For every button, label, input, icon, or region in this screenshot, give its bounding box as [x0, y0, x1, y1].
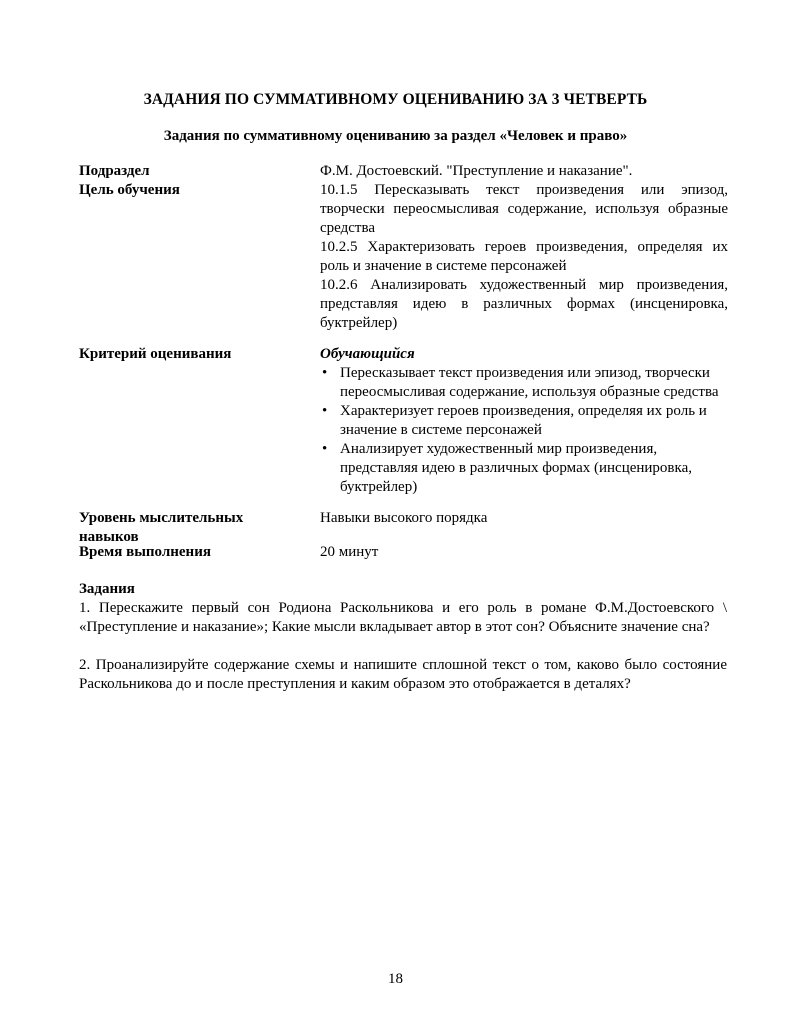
criteria-item-text: Характеризует героев произведения, определяя их роль и значение в системе персонажей [340, 403, 707, 438]
subsection-label: Подраздел [79, 163, 150, 179]
time-value: 20 минут [320, 544, 379, 560]
task-1: 1. Перескажите первый сон Родиона Раскольникова и его роль в романе Ф.М.Достоевского \ «Преступление и наказание»; Какие мысли вкладывает автор в этот сон? Объясните значение сна? [79, 600, 727, 635]
task-2: 2. Проанализируйте содержание схемы и напишите сплошной текст о том, каково было состояние Раскольникова до и после преступления и каким образом это отображается в деталях? [79, 657, 727, 692]
goal-item: 10.2.6 Анализировать художественный мир произведения, представляя идею в различных формах (инсценировка, буктрейлер) [320, 277, 728, 331]
criteria-item-text: Анализирует художественный мир произведения, представляя идею в различных формах (инсценировка, буктрейлер) [340, 441, 692, 495]
thinking-level-value: Навыки высокого порядка [320, 510, 488, 526]
goal-list [320, 181, 728, 333]
page-number: 18 [388, 971, 403, 987]
tasks-section [79, 580, 727, 694]
criteria-item [320, 440, 728, 497]
section-subtitle: Задания по суммативному оцениванию за раздел «Человек и право» [163, 128, 628, 144]
subsection-value: Ф.М. Достоевский. "Преступление и наказание". [320, 163, 633, 179]
criteria-item-text: Пересказывает текст произведения или эпизод, творчески переосмысливая содержание, используя образные средства [340, 365, 719, 400]
criteria-block [320, 345, 728, 497]
thinking-level-label [79, 509, 243, 547]
goal-item: 10.1.5 Пересказывать текст произведения или эпизод, творчески переосмысливая содержание, используя образные средства [320, 182, 728, 236]
tasks-heading: Задания [79, 581, 135, 597]
criteria-heading: Обучающийся [320, 346, 415, 362]
bullet-icon: • [322, 403, 328, 419]
bullet-icon: • [322, 365, 328, 381]
criteria-label: Критерий оценивания [79, 346, 232, 362]
criteria-item [320, 402, 728, 440]
goal-item: 10.2.5 Характеризовать героев произведения, определяя их роль и значение в системе персонажей [320, 239, 728, 274]
bullet-icon: • [322, 441, 328, 457]
goal-label: Цель обучения [79, 182, 180, 198]
thinking-level-label-line: навыков [79, 529, 139, 545]
document-title: ЗАДАНИЯ ПО СУММАТИВНОМУ ОЦЕНИВАНИЮ ЗА 3 ЧЕТВЕРТЬ [143, 91, 648, 108]
thinking-level-label-line: Уровень мыслительных [79, 510, 244, 526]
time-label: Время выполнения [79, 544, 211, 560]
criteria-item [320, 364, 728, 402]
